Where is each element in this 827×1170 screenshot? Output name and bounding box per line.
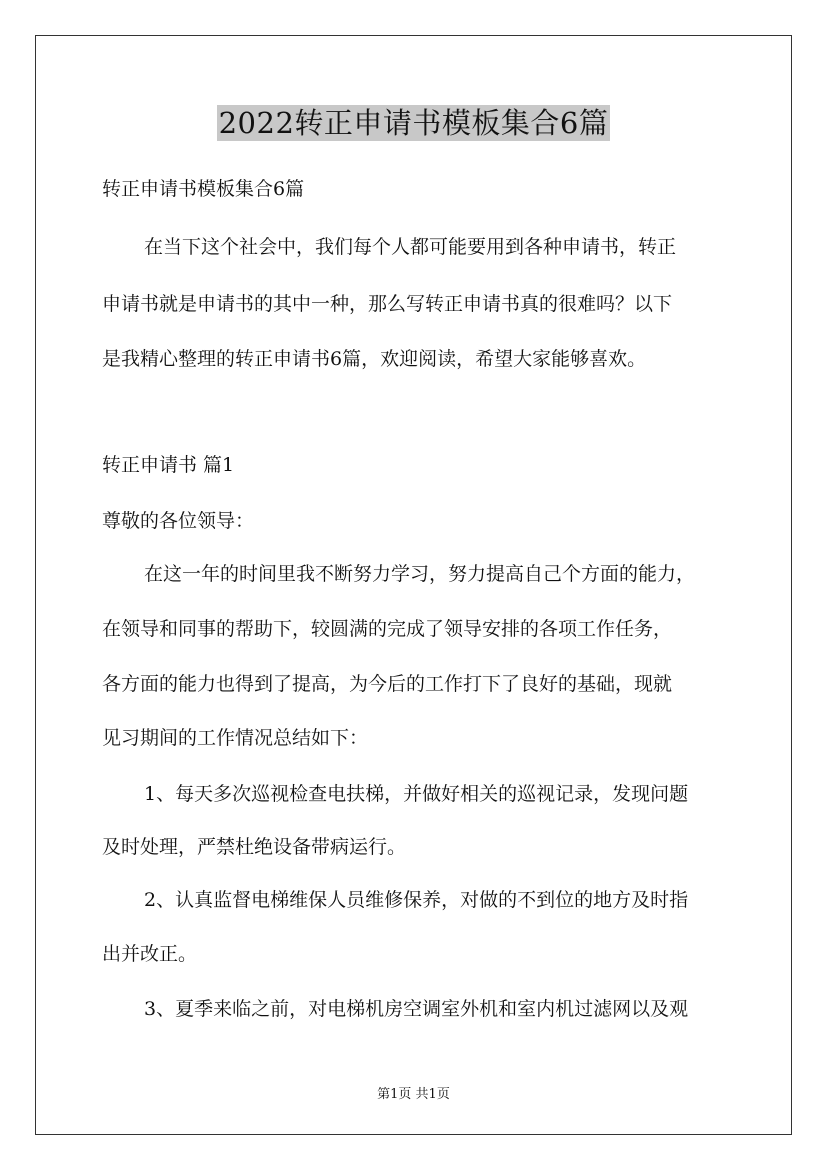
paragraph-line: 申请书就是申请书的其中一种，那么写转正申请书真的很难吗？以下 (102, 293, 673, 315)
section-heading: 转正申请书 篇1 (102, 454, 235, 476)
paragraph-line: 见习期间的工作情况总结如下： (102, 727, 369, 749)
paragraph-line: 3、夏季来临之前，对电梯机房空调室外机和室内机过滤网以及观 (144, 998, 689, 1020)
paragraph-line: 是我精心整理的转正申请书6篇，欢迎阅读，希望大家能够喜欢。 (102, 348, 647, 370)
paragraph-line: 2、认真监督电梯维保人员维修保养，对做的不到位的地方及时指 (144, 889, 689, 911)
paragraph-line: 在当下这个社会中，我们每个人都可能要用到各种申请书，转正 (144, 236, 677, 258)
document-title (0, 104, 827, 141)
salutation-line: 尊敬的各位领导： (102, 510, 255, 532)
subtitle-line: 转正申请书模板集合6篇 (102, 178, 305, 200)
paragraph-line: 各方面的能力也得到了提高，为今后的工作打下了良好的基础，现就 (102, 673, 673, 695)
paragraph-line: 及时处理，严禁杜绝设备带病运行。 (102, 836, 407, 858)
paragraph-line: 出并改正。 (102, 943, 198, 965)
paragraph-line: 在领导和同事的帮助下，较圆满的完成了领导安排的各项工作任务， (102, 618, 673, 640)
document-title-text: 2022转正申请书模板集合6篇 (218, 106, 609, 140)
page-footer: 第1页 共1页 (377, 1087, 450, 1102)
paragraph-line: 1、每天多次巡视检查电扶梯，并做好相关的巡视记录，发现问题 (144, 783, 689, 805)
paragraph-line: 在这一年的时间里我不断努力学习，努力提高自己个方面的能力， (144, 563, 696, 585)
